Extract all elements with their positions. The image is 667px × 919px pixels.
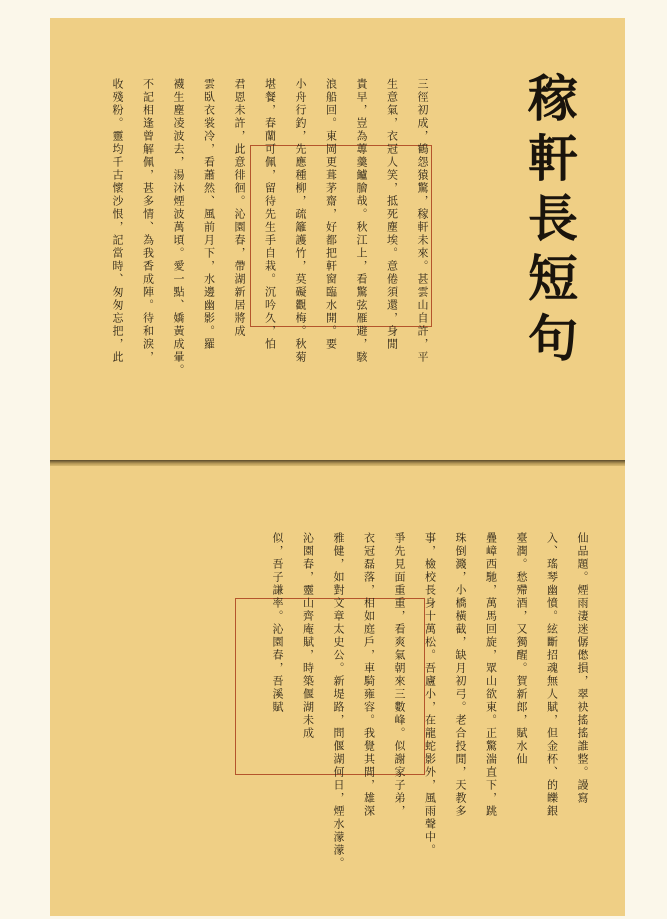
top_columns-column: 襪生塵凌波去，湯沐煙波萬頃。愛一點、嬌黃成暈。 [172,78,185,377]
red-frame-top [250,145,432,327]
top_columns-column: 生意氣，衣冠人笑，抵死塵埃。意倦須還，身閒 [385,78,399,351]
bottom_columns-column: 沁園春，靈山齊庵賦，時築偃湖未成 [301,532,315,740]
top_columns-column: 浪船回。東岡更葺茅齋，好都把軒窗臨水開。要 [324,78,338,351]
top_columns-column: 堪餐，春蘭可佩，留待先生手自栽。沉吟久，怕 [263,78,277,351]
top_columns-column: 小舟行釣，先應種柳，疏籬護竹，莫礙觀梅。秋菊 [294,78,307,364]
bottom_columns-column: 爭先見面重重，看爽氣朝來三數峰。似謝家子弟， [393,532,406,818]
bottom_columns-column: 事，檢校長身十萬松。吾廬小，在龍蛇影外，風雨聲中。 [423,532,437,857]
top_columns-column: 收殘粉。靈均千古懷沙恨，記當時、匆匆忘把，此 [111,78,124,364]
bottom_columns-column: 雅健，如對文章太史公。新堤路，問偃湖何日，煙水濛濛。 [332,532,345,870]
bottom_columns-column: 臺潤。愁殢酒，又獨醒。賀新郎，賦水仙 [515,532,528,766]
bottom_columns-column: 似，吾子謙率。沁園春，吾溪賦 [271,532,284,714]
top_columns-column: 不記相逢曾解佩，甚多情、為我香成陣。待和淚， [141,78,155,364]
top_columns-column: 君恩未許，此意徘徊。沁園春，帶湖新居將成 [233,78,246,338]
bottom_columns-column: 仙品題。煙雨淒迷僝僽損，翠袂搖搖誰整。謾寫 [576,532,589,805]
bottom_columns-column: 疊嶂西馳，萬馬回旋，眾山欲東。正驚湍直下，跳 [484,532,498,818]
bottom_columns-column: 珠倒濺，小橋橫截，缺月初弓。老合投閒，天教多 [454,532,467,818]
bottom_columns-column: 衣冠磊落，相如庭戶，車騎雍容。我覺其間，雄深 [362,532,376,818]
top_columns-column: 三徑初成，鶴怨猿驚，稼軒未來。甚雲山自許，平 [416,78,429,364]
bottom_columns-column: 入、瑤琴幽憤。絃斷招魂無人賦，但金杯、的皪銀 [545,532,559,818]
book-title: 稼軒長短句 [520,72,579,372]
top_columns-column: 雲臥衣裳冷，看蕭然、風前月下，水邊幽影。羅 [202,78,216,351]
top_columns-column: 貴早，豈為蓴羹鱸膾哉。秋江上，看驚弦雁避，駭 [355,78,368,364]
